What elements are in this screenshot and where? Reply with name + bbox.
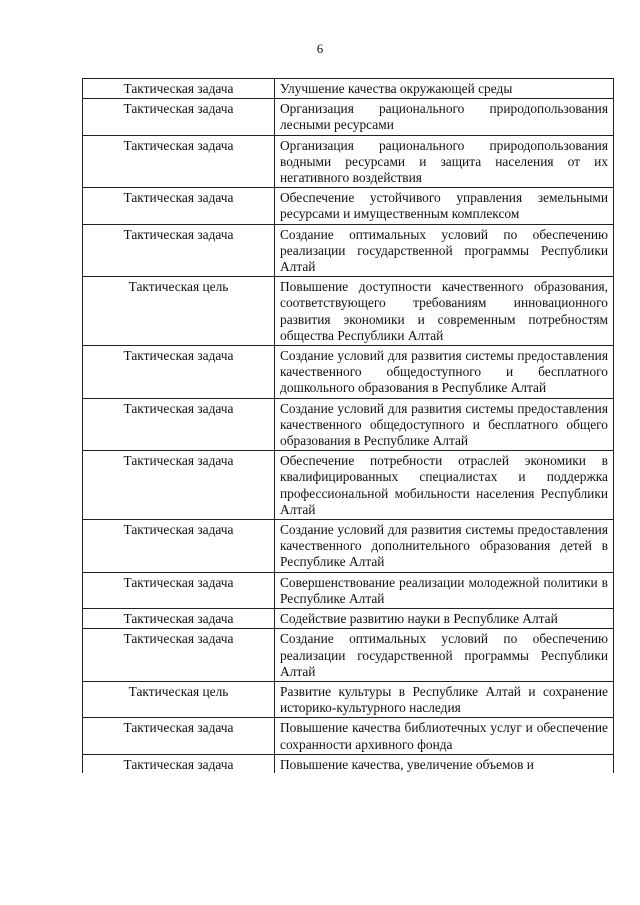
row-type-cell: Тактическая задача bbox=[83, 224, 275, 277]
row-text-cell: Повышение качества библиотечных услуг и обеспечение сохранности архивного фонда bbox=[275, 718, 614, 754]
table-row bbox=[83, 135, 614, 188]
row-text-cell: Создание условий для развития системы предоставления качественного общедоступного и бесплатного дошкольного образования в Республике Алтай bbox=[275, 346, 614, 399]
row-type-cell: Тактическая цель bbox=[83, 681, 275, 717]
table-row bbox=[83, 754, 614, 773]
table-row bbox=[83, 609, 614, 629]
row-text-cell: Повышение качества, увеличение объемов и bbox=[275, 754, 614, 773]
row-text-cell: Создание условий для развития системы предоставления качественного общедоступного и бесплатного общего образования в Республике Алтай bbox=[275, 398, 614, 451]
table-row bbox=[83, 188, 614, 224]
table-row bbox=[83, 520, 614, 573]
table-row bbox=[83, 718, 614, 754]
row-type-cell: Тактическая задача bbox=[83, 135, 275, 188]
row-type-cell: Тактическая задача bbox=[83, 79, 275, 99]
table-row bbox=[83, 398, 614, 451]
row-text-cell: Создание условий для развития системы предоставления качественного дополнительного образования детей в Республике Алтай bbox=[275, 520, 614, 573]
row-type-cell: Тактическая задача bbox=[83, 609, 275, 629]
row-type-cell: Тактическая задача bbox=[83, 99, 275, 135]
table-row bbox=[83, 79, 614, 99]
table-row bbox=[83, 572, 614, 608]
row-text-cell: Создание оптимальных условий по обеспечению реализации государственной программы Республики Алтай bbox=[275, 629, 614, 682]
table-row bbox=[83, 451, 614, 520]
row-type-cell: Тактическая задача bbox=[83, 629, 275, 682]
table-row bbox=[83, 99, 614, 135]
row-type-cell: Тактическая задача bbox=[83, 718, 275, 754]
row-type-cell: Тактическая задача bbox=[83, 346, 275, 399]
row-text-cell: Обеспечение устойчивого управления земельными ресурсами и имущественным комплексом bbox=[275, 188, 614, 224]
row-text-cell: Улучшение качества окружающей среды bbox=[275, 79, 614, 99]
row-text-cell: Организация рационального природопользования водными ресурсами и защита населения от их негативного воздействия bbox=[275, 135, 614, 188]
strategy-table bbox=[82, 78, 614, 773]
table-row bbox=[83, 346, 614, 399]
row-type-cell: Тактическая задача bbox=[83, 398, 275, 451]
row-text-cell: Повышение доступности качественного образования, соответствующего требованиям инновационного развития экономики и современным потребностям общества Республики Алтай bbox=[275, 277, 614, 346]
row-text-cell: Создание оптимальных условий по обеспечению реализации государственной программы Республики Алтай bbox=[275, 224, 614, 277]
row-text-cell: Содействие развитию науки в Республике Алтай bbox=[275, 609, 614, 629]
row-text-cell: Организация рационального природопользования лесными ресурсами bbox=[275, 99, 614, 135]
row-text-cell: Обеспечение потребности отраслей экономики в квалифицированных специалистах и поддержка профессиональной мобильности населения Республики Алтай bbox=[275, 451, 614, 520]
table-row bbox=[83, 629, 614, 682]
row-text-cell: Развитие культуры в Республике Алтай и сохранение историко-культурного наследия bbox=[275, 681, 614, 717]
row-type-cell: Тактическая задача bbox=[83, 572, 275, 608]
row-type-cell: Тактическая задача bbox=[83, 188, 275, 224]
row-type-cell: Тактическая задача bbox=[83, 451, 275, 520]
page-number: 6 bbox=[316, 41, 324, 56]
row-type-cell: Тактическая цель bbox=[83, 277, 275, 346]
row-type-cell: Тактическая задача bbox=[83, 754, 275, 773]
table-row bbox=[83, 277, 614, 346]
row-type-cell: Тактическая задача bbox=[83, 520, 275, 573]
table-row bbox=[83, 224, 614, 277]
table-row bbox=[83, 681, 614, 717]
row-text-cell: Совершенствование реализации молодежной политики в Республике Алтай bbox=[275, 572, 614, 608]
